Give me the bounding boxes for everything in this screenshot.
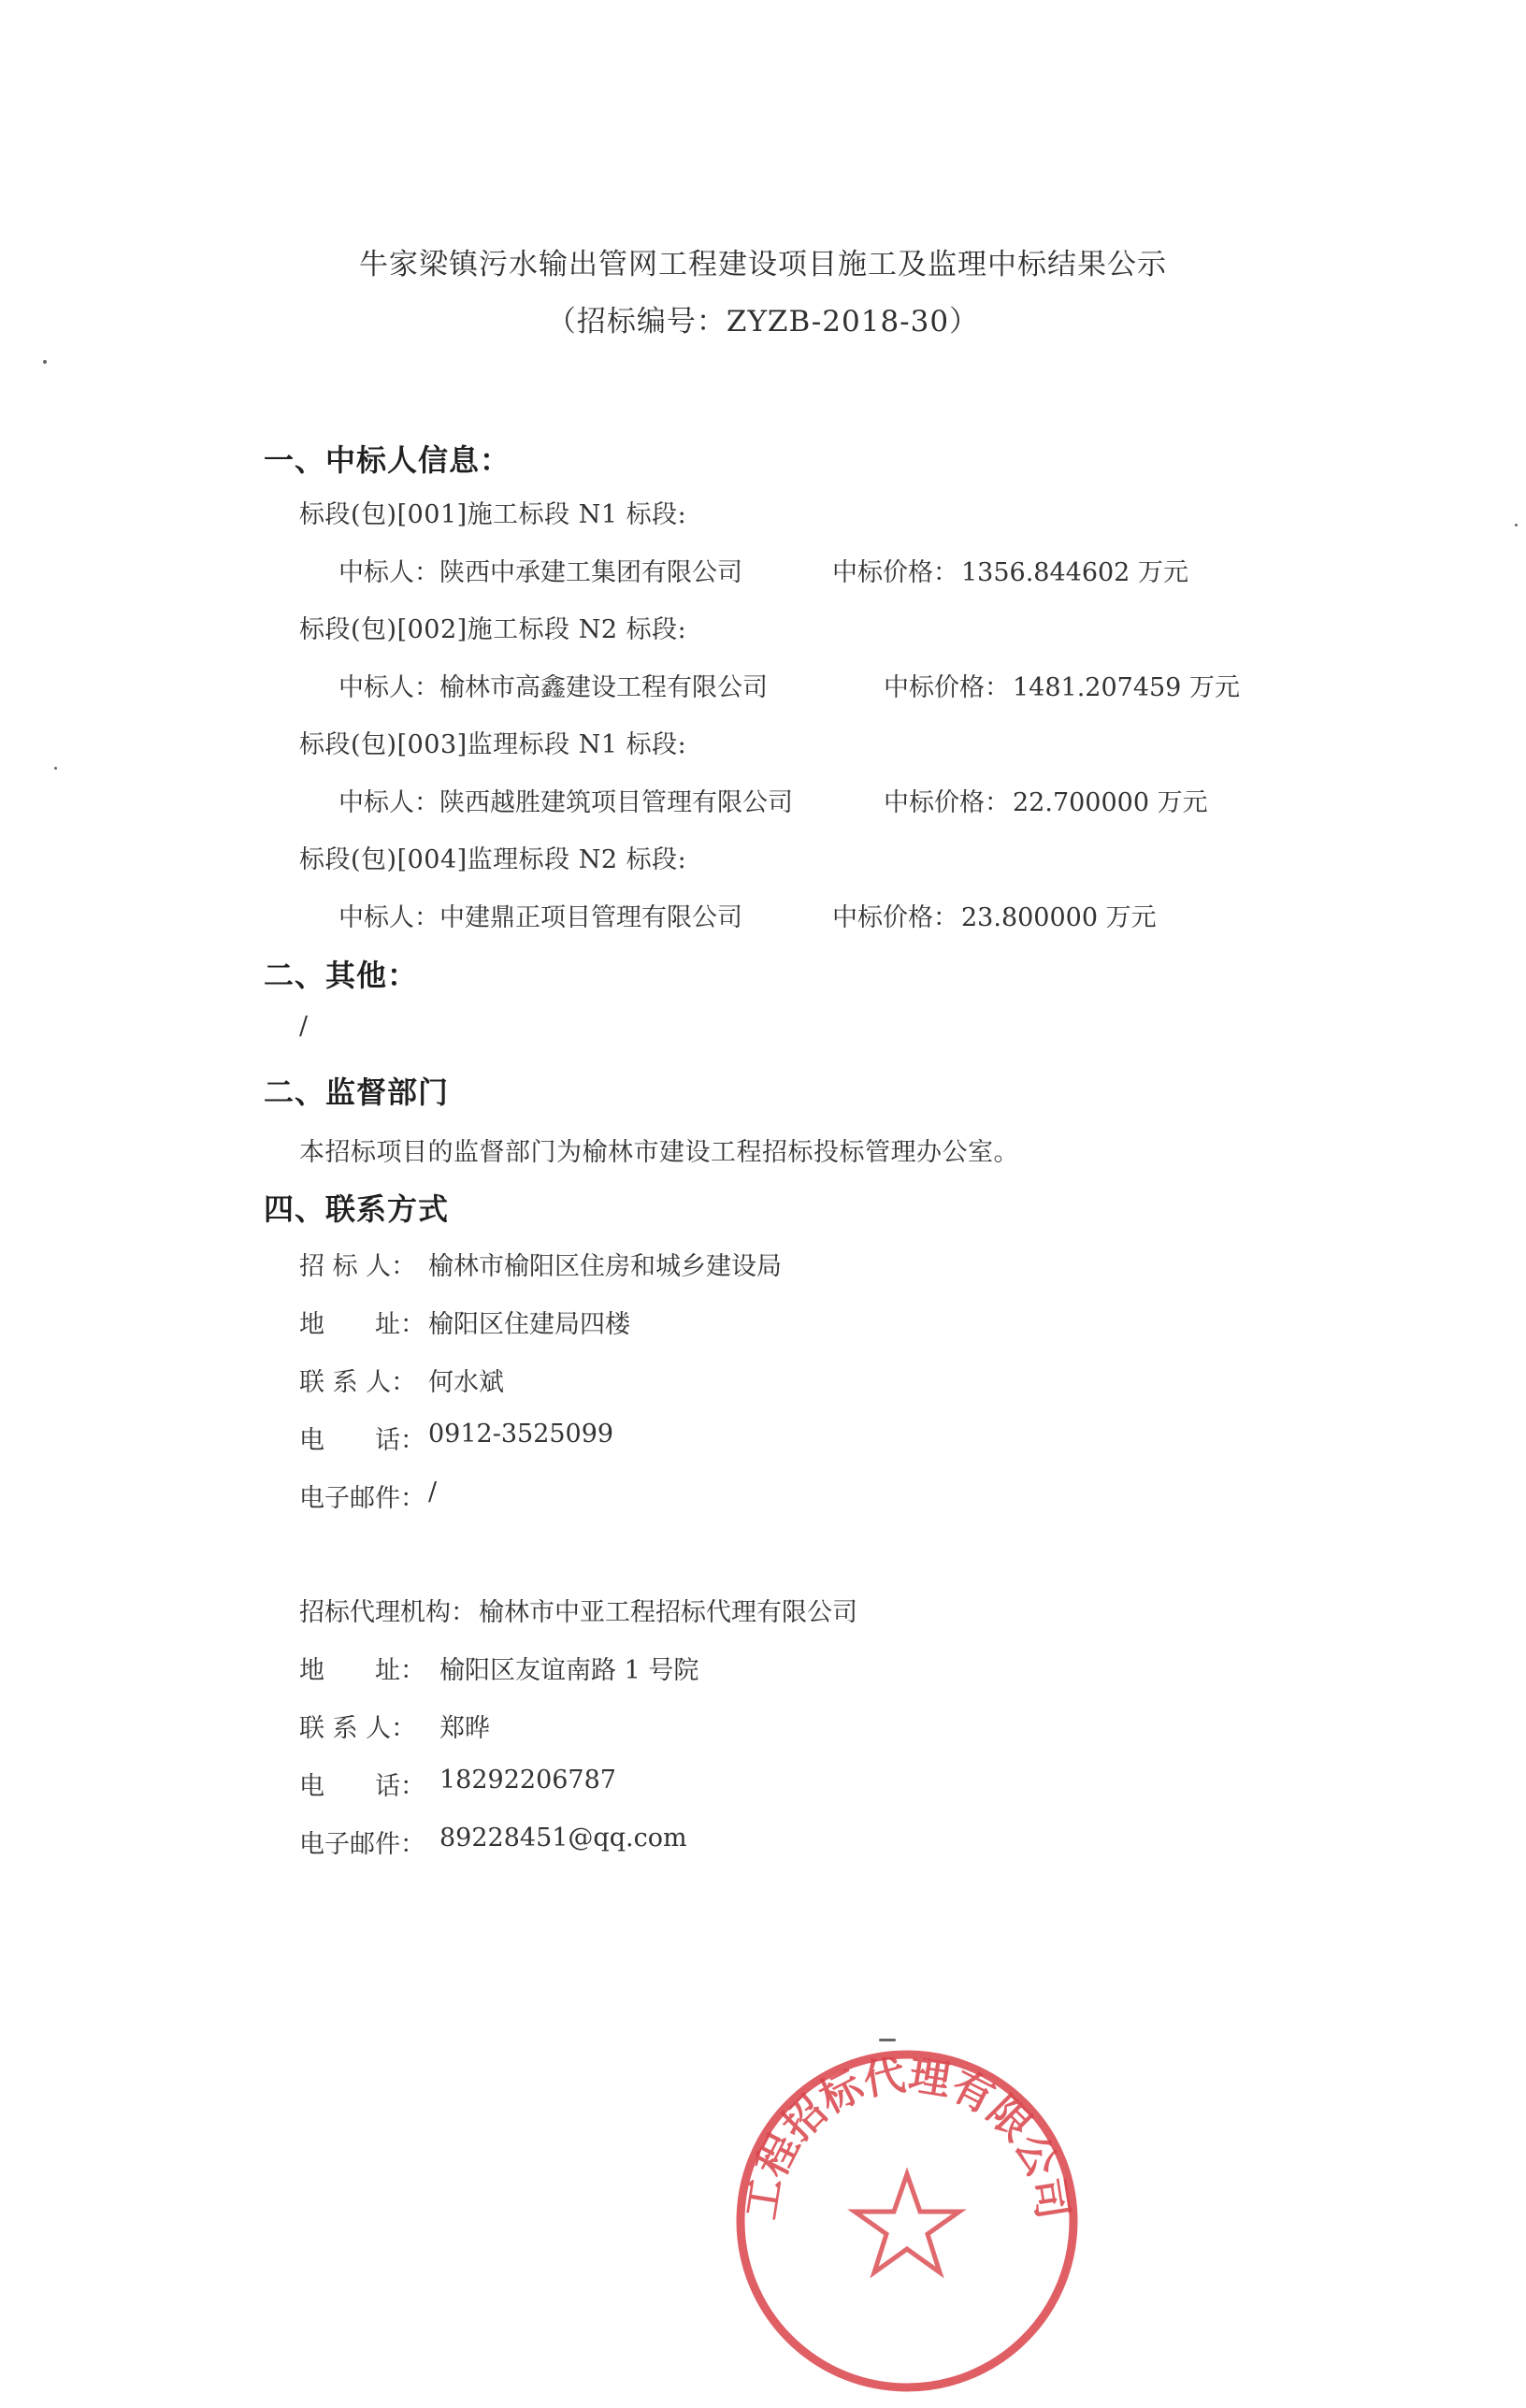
winner-label: 中标人： <box>338 903 439 932</box>
scan-speck <box>1515 524 1518 526</box>
lot-label: 标段(包)[004]监理标段 N2 标段: <box>299 845 687 874</box>
lot-label: 标段(包)[002]施工标段 N2 标段: <box>299 615 687 644</box>
winner-label: 中标人： <box>338 558 439 587</box>
winning-price: 22.700000 万元 <box>1013 788 1208 817</box>
winning-price: 1356.844602 万元 <box>961 558 1188 587</box>
lot-label: 标段(包)[003]监理标段 N1 标段: <box>299 730 687 759</box>
svg-text:工程招标代理有限公司 <box>738 2052 1076 2223</box>
agency-value: 榆阳区友谊南路 1 号院 <box>439 1656 699 1685</box>
price-label: 中标价格： <box>832 558 958 587</box>
winner-label: 中标人： <box>338 788 439 817</box>
price-label: 中标价格： <box>884 673 1010 702</box>
agency-value: 榆林市中亚工程招标代理有限公司 <box>479 1598 857 1627</box>
lot-label: 标段(包)[001]施工标段 N1 标段: <box>299 500 687 529</box>
contact-label: 地 址： <box>299 1310 425 1339</box>
agency-value: 郑晔 <box>439 1714 490 1743</box>
section-other-content: / <box>299 1012 309 1041</box>
contact-label: 电子邮件： <box>299 1484 425 1513</box>
agency-label: 地 址： <box>299 1656 425 1685</box>
contact-label: 联 系 人： <box>299 1368 417 1397</box>
agency-value: 89228451@qq.com <box>439 1824 687 1853</box>
supervision-content: 本招标项目的监督部门为榆林市建设工程招标投标管理办公室。 <box>299 1138 1019 1167</box>
contact-value: 0912-3525099 <box>428 1420 614 1449</box>
seal-text: 工程招标代理有限公司 <box>737 2051 1077 2223</box>
contact-value: 榆林市榆阳区住房和城乡建设局 <box>428 1252 782 1281</box>
winner-name: 榆林市高鑫建设工程有限公司 <box>439 673 768 702</box>
agency-label: 联 系 人： <box>299 1714 417 1743</box>
company-seal-stamp <box>720 2034 1094 2408</box>
winner-name: 陕西越胜建筑项目管理有限公司 <box>439 788 793 817</box>
scan-speck <box>54 767 57 770</box>
winner-name: 中建鼎正项目管理有限公司 <box>439 903 742 932</box>
price-label: 中标价格： <box>884 788 1010 817</box>
section-supervision-heading: 二、监督部门 <box>264 1074 450 1110</box>
contact-value: 何水斌 <box>428 1368 504 1397</box>
contact-label: 电 话： <box>299 1426 425 1455</box>
agency-value: 18292206787 <box>439 1766 616 1795</box>
winning-price: 1481.207459 万元 <box>1013 673 1240 702</box>
section-contact-heading: 四、联系方式 <box>264 1191 450 1227</box>
contact-value: / <box>428 1478 438 1507</box>
agency-label: 电子邮件： <box>299 1830 425 1859</box>
section-other-heading: 二、其他： <box>264 958 419 993</box>
price-label: 中标价格： <box>832 903 958 932</box>
contact-label: 招 标 人： <box>299 1252 417 1281</box>
section-winners-heading: 一、中标人信息： <box>264 442 511 478</box>
tender-number: （招标编号：ZYZB-2018-30） <box>546 305 980 339</box>
winner-label: 中标人： <box>338 673 439 702</box>
agency-label: 招标代理机构： <box>299 1598 476 1627</box>
winner-name: 陕西中承建工集团有限公司 <box>439 558 742 587</box>
scan-speck <box>43 360 47 364</box>
document-title: 牛家梁镇污水输出管网工程建设项目施工及监理中标结果公示 <box>359 248 1167 281</box>
contact-value: 榆阳区住建局四楼 <box>428 1310 630 1339</box>
agency-label: 电 话： <box>299 1772 425 1801</box>
winning-price: 23.800000 万元 <box>961 903 1157 932</box>
